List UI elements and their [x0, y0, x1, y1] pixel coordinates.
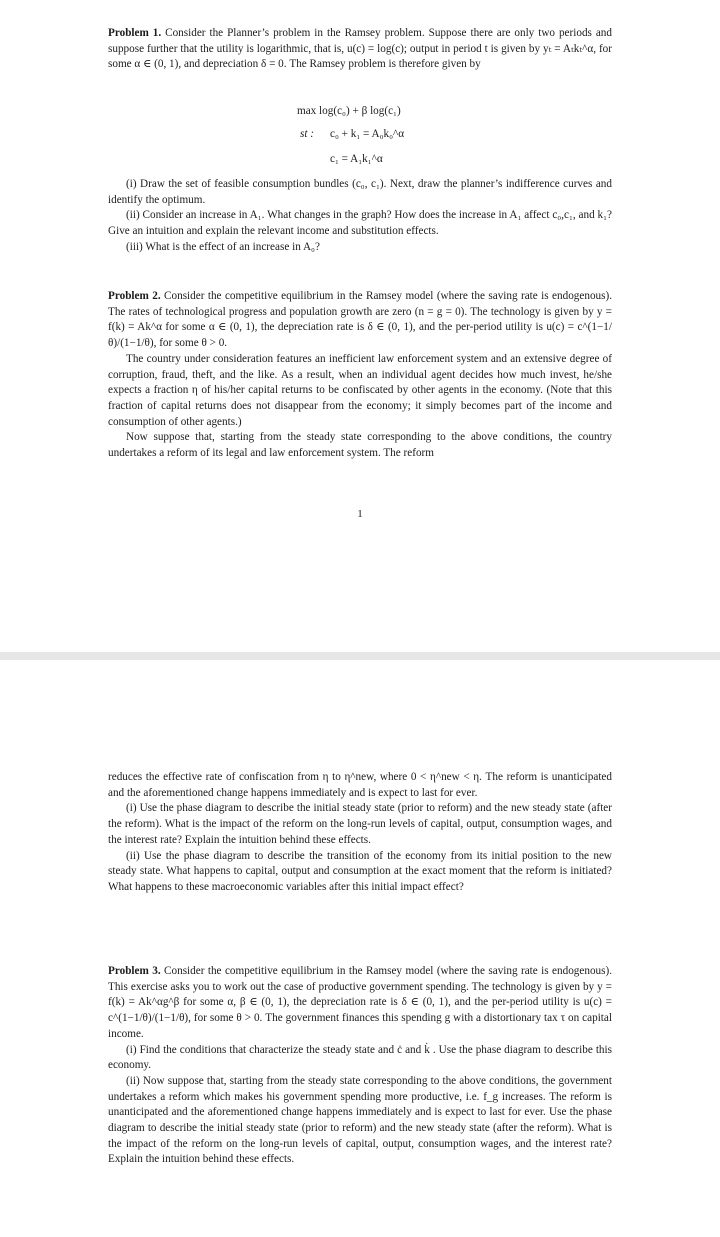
budget-constraint-period-0: c₀ + k₁ = A₀k₀^α — [330, 128, 405, 140]
problem-1-title: Problem 1. — [108, 27, 162, 39]
objective-equation: max log(c₀) + β log(c₁) — [297, 105, 401, 117]
problem-1-intro — [108, 26, 612, 73]
problem-2 — [108, 289, 612, 462]
problem-3 — [108, 964, 612, 1168]
problem-3-question-ii: (ii) Now suppose that, starting from the steady state corresponding to the above conditions, the government undertakes a reform which makes his government spending more productive, i.e. f_g increases. The reform is unanticipated and the aforementioned change happens immediately and is expect to last for ever. Use the phase diagram to describe the initial steady state (prior to reform) and the new steady state (after the reform). What is the impact of the reform on the long-run levels of capital, output, consumption wages, and the interest rate? Explain the intuition behind these effects. — [108, 1074, 612, 1166]
problem-2-continued — [108, 770, 612, 896]
problem-2-intro: Consider the competitive equilibrium in the Ramsey model (where the saving rate is endogenous). The rates of technological progress and population growth are zero (n = g = 0). The technology is given by y = f(k) = Ak^α for some α ∈ (0, 1), the depreciation rate is δ ∈ (0, 1), and the per-period utility is u(c) = c^(1−1/θ)/(1−1/θ), for some θ > 0. — [108, 290, 613, 350]
problem-2-continuation: reduces the effective rate of confiscation from η to η^new, where 0 < η^new < η. The reform is unanticipated and the aforementioned change happens immediately and is expect to last for ever. — [108, 771, 612, 799]
problem-3-question-i: (i) Find the conditions that characterize the steady state and ċ and k̇ . Use the phase diagram to describe this economy. — [108, 1043, 612, 1072]
page-2 — [0, 660, 720, 1237]
budget-constraint-period-1: c₁ = A₁k₁^α — [330, 153, 383, 165]
problem-2-question-i: (i) Use the phase diagram to describe the initial steady state (prior to reform) and the new steady state (after the reform). What is the impact of the reform on the long-run levels of capital, output, consumption wages, and the interest rate? Explain the intuition behind these effects. — [108, 802, 612, 846]
problem-1-questions — [108, 177, 612, 256]
problem-2-title: Problem 2. — [108, 290, 161, 302]
page-number: 1 — [357, 508, 363, 520]
problem-3-title: Problem 3. — [108, 965, 161, 977]
page-separator — [0, 652, 720, 660]
problem-1-question-iii: (iii) What is the effect of an increase in A₀? — [126, 240, 320, 253]
constraint-label: st : — [300, 128, 314, 140]
problem-1-question-ii: (ii) Consider an increase in A₁. What changes in the graph? How does the increase in A₁ affect c₀,c₁, and k₁? Give an intuition and explain the relevant income and substitution effects. — [108, 209, 612, 238]
problem-3-intro: Consider the competitive equilibrium in the Ramsey model (where the saving rate is endogenous). This exercise asks you to work out the case of productive government spending. The technology is given by y = f(k) = Ak^αg^β for some α, β ∈ (0, 1), the depreciation rate is δ ∈ (0, 1), and the per-period utility is u(c) = c^(1−1/θ)/(1−1/θ), for some θ > 0. The government finances this spending g with a distortionary tax τ on capital income. — [108, 965, 613, 1040]
problem-2-question-ii: (ii) Use the phase diagram to describe the transition of the economy from its initial position to the new steady state. What happens to capital, output and consumption at the exact moment that the reform is initiated? What happens to these macroeconomic variables after this initial impact effect? — [108, 849, 612, 893]
problem-1-question-i: (i) Draw the set of feasible consumption bundles (c₀, c₁). Next, draw the planner’s indifference curves and identify the optimum. — [108, 178, 612, 206]
problem-1-intro-text: Consider the Planner’s problem in the Ramsey problem. Suppose there are only two periods and suppose further that the utility is logarithmic, that is, u(c) = log(c); output in period t is given by yₜ = Aₜkₜ^α, for some α ∈ (0, 1), and depreciation δ = 0. The Ramsey problem is therefore given by — [108, 27, 612, 71]
problem-2-paragraph-3: Now suppose that, starting from the steady state corresponding to the above conditions, the country undertakes a reform of its legal and law enforcement system. The reform — [108, 431, 612, 460]
problem-2-paragraph-2: The country under consideration features an inefficient law enforcement system and an extensive degree of corruption, fraud, theft, and the like. As a result, when an individual agent decides how much invest, he/she expects a fraction η of his/her capital returns to be confiscated by other agents in the economy. (Note that this fraction of capital returns does not disappear from the economy; it simply becomes part of the income and consumption of other agents.) — [108, 352, 612, 428]
